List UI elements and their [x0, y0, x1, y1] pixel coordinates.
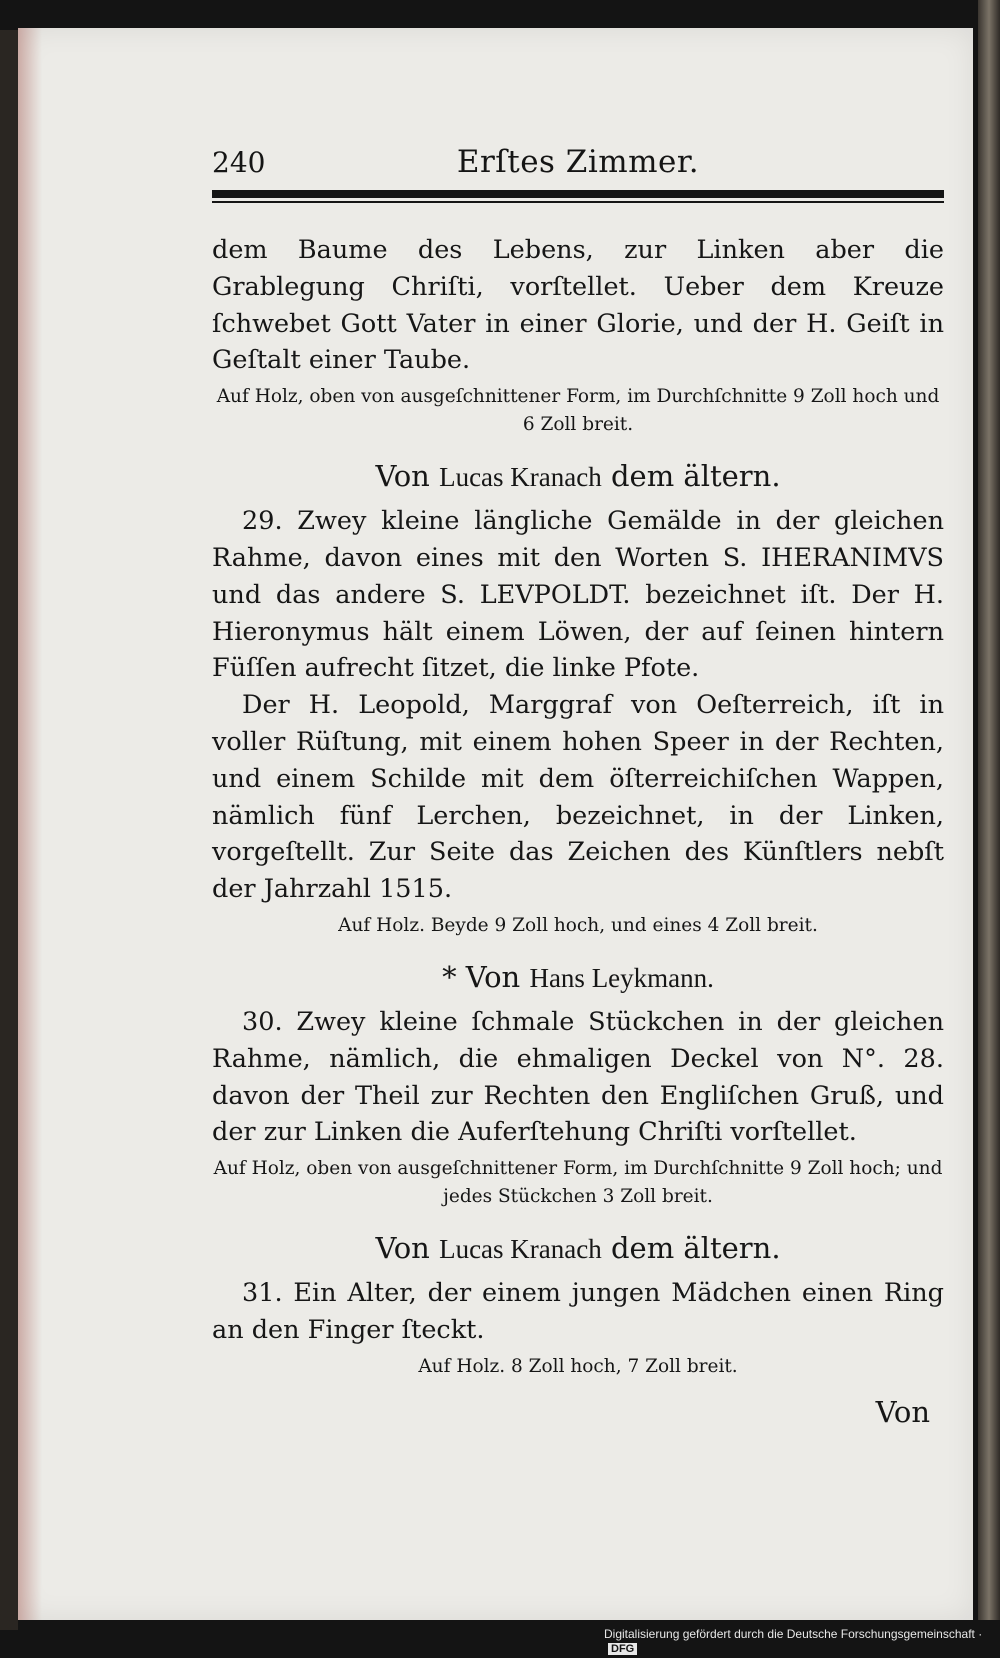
paragraph-continuation: dem Baume des Lebens, zur Linken aber die Grablegung Chriſti, vorſtellet. Ueber dem Kreuze ſchwebet Gott Vater in einer Glorie, und der H. Geiſt in Geſtalt einer Taube. [212, 235, 944, 376]
book-edge-left [0, 30, 18, 1630]
note-entry-28: Auf Holz, oben von ausgeſchnittener Form, im Durchſchnitte 9 Zoll hoch und 6 Zoll breit. [216, 386, 940, 436]
note-entry-31: Auf Holz. 8 Zoll hoch, 7 Zoll breit. [418, 1355, 738, 1377]
entry-29-continued: Der H. Leopold, Marggraf von Oeſterreich, iſt in voller Rüſtung, mit einem hohen Speer in der Rechten, und einem Schilde mit dem öſterreichiſchen Wappen, nämlich fünf Lerchen, bezeichnet, in der Linken, vorgeſtellt. Zur Seite das Zeichen des Künſtlers nebſt der Jahrzahl 1515. [212, 690, 944, 905]
entry-30: 30. Zwey kleine ſchmale Stückchen in der gleichen Rahme, nämlich, die ehmaligen Deckel von N°. 28. davon der Theil zur Rechten den Engliſchen Gruß, und der zur Linken die Auferſtehung Chriſti vorſtellet. [212, 1006, 944, 1148]
dfg-logo: DFG [608, 1643, 637, 1655]
heading-prefix: Von [375, 459, 430, 494]
page-body [212, 232, 944, 1429]
entry-29: 29. Zwey kleine längliche Gemälde in der gleichen Rahme, davon eines mit den Worten S. IHERANIMVS und das andere S. LEVPOLDT. bezeichnet iſt. Der H. Hieronymus hält einem Löwen, der auf ſeinen hintern Füſſen aufrecht ſitzet, die linke Pfote. [212, 506, 944, 684]
page-header [212, 140, 944, 190]
artist-heading-kranach-2 [212, 1231, 944, 1265]
running-title: Erſtes Zimmer. [456, 144, 700, 180]
note-entry-30: Auf Holz, oben von ausgeſchnittener Form, im Durchſchnitte 9 Zoll hoch; und jedes Stückchen 3 Zoll breit. [213, 1158, 943, 1208]
heading-artist-name: Hans Leykmann. [529, 962, 714, 993]
header-rule [212, 190, 944, 204]
digitization-credit [604, 1627, 1000, 1655]
catchword: Von [875, 1394, 930, 1429]
heading-artist-name: Lucas Kranach [439, 462, 602, 493]
credit-text: Digitalisierung gefördert durch die Deutsche Forschungsgemeinschaft · [604, 1627, 983, 1641]
artist-heading-kranach [212, 459, 944, 493]
note-entry-29: Auf Holz. Beyde 9 Zoll hoch, und eines 4 Zoll breit. [338, 914, 818, 936]
header-rule-thick [212, 190, 944, 198]
book-edge-right [978, 0, 1000, 1620]
header-rule-thin [212, 201, 944, 203]
artist-heading-leykmann [212, 960, 944, 994]
heading-suffix: dem ältern. [610, 1231, 781, 1266]
heading-suffix: dem ältern. [610, 459, 781, 494]
page-gutter-shadow [18, 28, 42, 1620]
entry-31: 31. Ein Alter, der einem jungen Mädchen einen Ring an den Finger ſteckt. [212, 1278, 944, 1345]
page-number: 240 [212, 146, 266, 179]
heading-artist-name: Lucas Kranach [439, 1234, 602, 1265]
heading-prefix: Von [375, 1231, 430, 1266]
heading-prefix: * Von [442, 959, 521, 994]
